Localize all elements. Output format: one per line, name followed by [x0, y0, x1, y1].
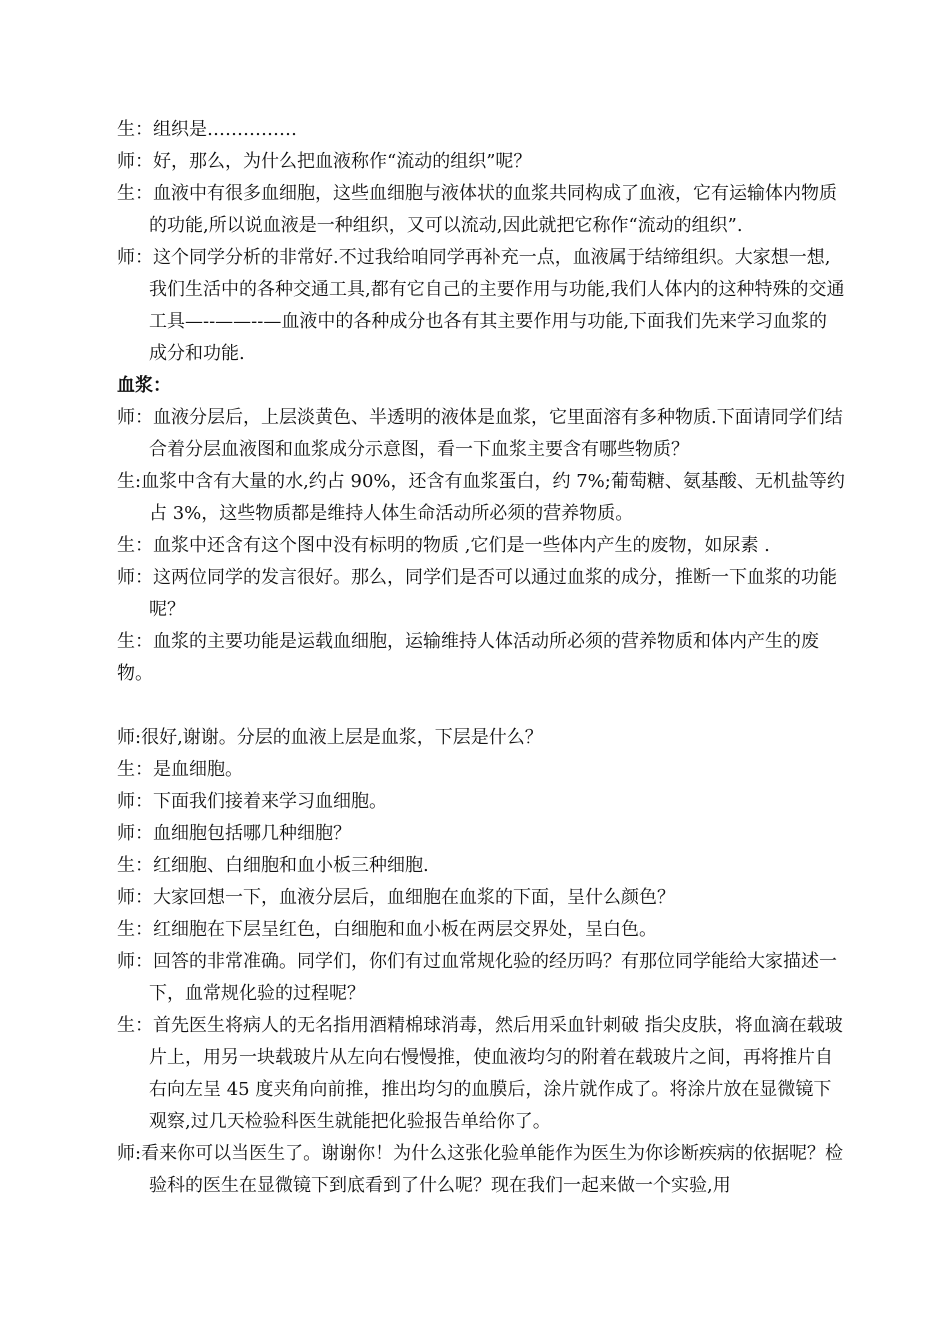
dialogue-line: 生：血浆的主要功能是运载血细胞，运输维持人体活动所必须的营养物质和体内产生的废物。	[117, 631, 819, 684]
dialogue-line: 生：首先医生将病人的无名指用酒精棉球消毒，然后用采血针刺破 指尖皮肤，将血滴在载玻片上，用另一块载玻片从左向右慢慢推，使血液均匀的附着在载玻片之间，再将推片自右向左呈 45 度夹角向前推，推出均匀的血膜后，涂片就作成了。将涂片放在显微镜下观察,过几天检验科医生就能把化验报告单给你了。	[117, 1015, 843, 1132]
dialogue-line: 生：红细胞、白细胞和血小板三种细胞.	[117, 855, 429, 876]
dialogue-line: 师：好，那么，为什么把血液称作“流动的组织”呢？	[117, 151, 532, 172]
dialogue-line: 生：是血细胞。	[117, 759, 243, 780]
dialogue-line: 师:很好,谢谢。分层的血液上层是血浆，下层是什么？	[117, 727, 543, 748]
dialogue-line: 师：血细胞包括哪几种细胞？	[117, 823, 351, 844]
dialogue-line: 师:看来你可以当医生了。谢谢你！为什么这张化验单能作为医生为你诊断疾病的依据呢？检验科的医生在显微镜下到底看到了什么呢？现在我们一起来做一个实验,用	[117, 1143, 844, 1196]
dialogue-line: 生：血浆中还含有这个图中没有标明的物质 ,它们是一些体内产生的废物，如尿素 .	[117, 535, 770, 556]
dialogue-line: 师：下面我们接着来学习血细胞。	[117, 791, 387, 812]
paragraph-gap	[117, 690, 845, 722]
dialogue-line: 师：大家回想一下，血液分层后，血细胞在血浆的下面，呈什么颜色？	[117, 887, 675, 908]
dialogue-line: 生:血浆中含有大量的水,约占 90%，还含有血浆蛋白，约 7%;葡萄糖、氨基酸、无机盐等约占 3%，这些物质都是维持人体生命活动所必须的营养物质。	[117, 471, 845, 524]
dialogue-line: 师：这两位同学的发言很好。那么，同学们是否可以通过血浆的成分，推断一下血浆的功能呢？	[117, 567, 837, 620]
document-body	[117, 114, 845, 1202]
dialogue-line: 师：这个同学分析的非常好.不过我给咱同学再补充一点，血液属于结缔组织。大家想一想,我们生活中的各种交通工具,都有它自己的主要作用与功能,我们人体内的这种特殊的交通工具—--——--—血液中的各种成分也各有其主要作用与功能,下面我们先来学习血浆的成分和功能.	[117, 247, 845, 364]
dialogue-line: 生：组织是……………	[117, 119, 297, 140]
dialogue-line: 生：血液中有很多血细胞，这些血细胞与液体状的血浆共同构成了血液，它有运输体内物质的功能,所以说血液是一种组织，又可以流动,因此就把它称作“流动的组织”.	[117, 183, 837, 236]
dialogue-line: 师：回答的非常准确。同学们，你们有过血常规化验的经历吗？有那位同学能给大家描述一下，血常规化验的过程呢？	[117, 951, 837, 1004]
dialogue-line: 生：红细胞在下层呈红色，白细胞和血小板在两层交界处，呈白色。	[117, 919, 657, 940]
dialogue-line: 师：血液分层后，上层淡黄色、半透明的液体是血浆，它里面溶有多种物质.下面请同学们结合着分层血液图和血浆成分示意图，看一下血浆主要含有哪些物质？	[117, 407, 843, 460]
section-heading-plasma: 血浆：	[117, 375, 171, 396]
